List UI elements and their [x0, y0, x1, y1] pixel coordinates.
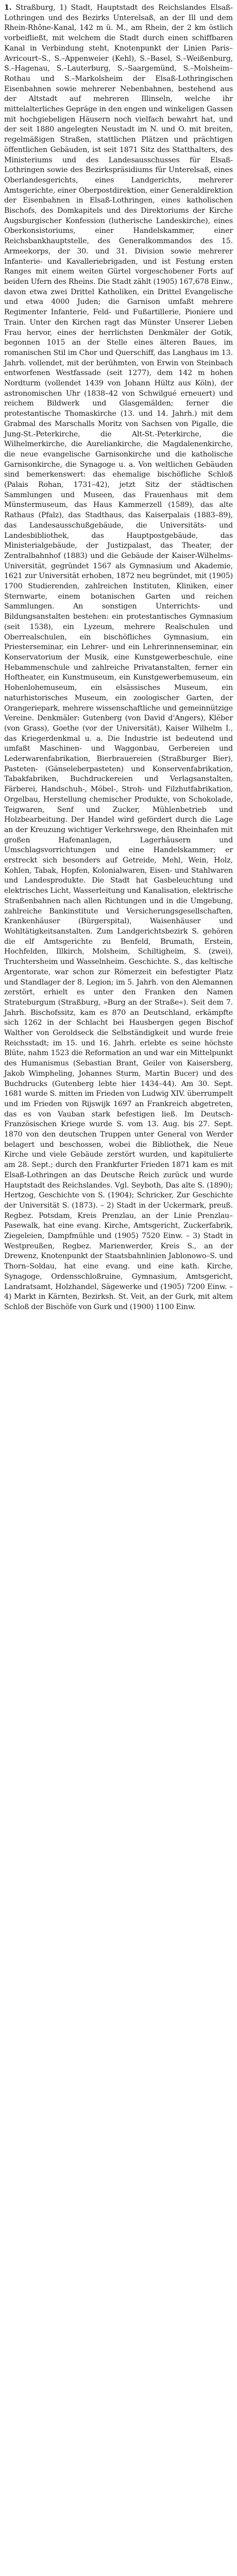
entry-number: 1.: [4, 4, 12, 12]
encyclopedia-entry-straßburg: [4, 3, 233, 1313]
entry-text: Straßburg, 1) Stadt, Hauptstadt des Reichslandes Elsaß-Lothringen und des Bezirks Unterelsaß, an der Ill und dem Rhein-Rhône-Kanal, 142 m ü. M., am Rhein, der 2 km östlich vorbeifließt, mit welchem die Stadt durch einen schiffbaren Kanal in Verbindung steht, Knotenpunkt der Linien Paris–Avricourt–S., S.–Appenweier (Kehl), S.–Basel, S.–Weißenburg, S.–Hagenau, S.–Lauterburg, S.–Saargemünd, S.–Molsheim–Rothau und S.–Markolsheim der Elsaß-Lothringischen Eisenbahnen sowie mehrerer Nebenbahnen, bestehend aus der Altstadt auf mehreren Illinseln, welche ihr mittelalterliches Gepräge in den engen und winkeligen Gassen mit hochgiebeligen Häusern noch vielfach bewahrt hat, und der seit 1880 angelegten Neustadt im N. und O. mit breiten, regelmäßigen Straßen, stattlichen Plätzen und prächtigen öffentlichen Gebäuden, ist seit 1871 Sitz des Statthalters, des Ministeriums und des Landesausschusses für Elsaß-Lothringen sowie des Bezirkspräsidiums für Unterelsaß, eines Oberlandesgerichts, eines Landgerichts, mehrerer Amtsgerichte, einer Oberpostdirektion, einer Generaldirektion der Eisenbahnen in Elsaß-Lothringen, eines katholischen Bischofs, des Domkapitels und des Direktoriums der Kirche Augsburgischer Konfession (lutherische Landeskirche), eines Oberkonsistoriums, einer Handelskammer, einer Reichsbankhauptstelle, des Generalkommandos des 15. Armeekorps, der 30. und 31. Division sowie mehrerer Infanterie- und Kavalleriebrigaden, und ist Festung ersten Ranges mit einem weiten Gürtel vorgeschobener Forts auf beiden Ufern des Rheins. Die Stadt zählt (1905) 167,678 Einw., davon etwa zwei Drittel Katholiken, ein Drittel Evangelische und etwa 4000 Juden; die Garnison umfaßt mehrere Regimenter Infanterie, Feld- und Fußartillerie, Pioniere und Train. Unter den Kirchen ragt das Münster Unserer Lieben Frau hervor, eines der herrlichsten Denkmäler der Gotik, begonnen 1015 an der Stelle eines älteren Baues, im romanischen Stil im Chor und Querschiff, das Langhaus im 13. Jahrh. vollendet, mit der berühmten, von Erwin von Steinbach entworfenen Westfassade (seit 1277), dem 142 m hohen Nordturm (vollendet 1439 von Johann Hültz aus Köln), der astronomischen Uhr (1838–42 von Schwilgué erneuert) und reichem Bildwerk und Glasgemälden; ferner die protestantische Thomaskirche (13. und 14. Jahrh.) mit dem Grabmal des Marschalls Moritz von Sachsen von Pigalle, die Jung-St.-Peterkirche, die Alt-St.-Peterkirche, die Wilhelmerkirche, die Aureliankirche, die Magdalenenkirche, die neue evangelische Garnisonkirche und die katholische Garnisonkirche, die Synagoge u. a. Von weltlichen Gebäuden sind bemerkenswert: das ehemalige bischöfliche Schloß (Palais Rohan, 1731–42), jetzt Sitz der städtischen Sammlungen und Museen, das Frauenhaus mit dem Münstermuseum, das Haus Kammerzell (1589), das alte Rathaus (Pfalz), das Stadthaus, das Kaiserpalais (1883–89), das Landesausschußgebäude, die Universitäts- und Landesbibliothek, das Hauptpostgebäude, das Ministerialgebäude, der Justizpalast, das Theater, der Zentralbahnhof (1883) und die Gebäude der Kaiser-Wilhelms-Universität, gegründet 1567 als Gymnasium und Akademie, 1621 zur Universität erhoben, 1872 neu begründet, mit (1905) 1700 Studierenden, zahlreichen Instituten, Kliniken, einer Sternwarte, einem botanischen Garten und reichen Sammlungen. An sonstigen Unterrichts- und Bildungsanstalten bestehen: ein protestantisches Gymnasium (seit 1538), ein Lyzeum, mehrere Realschulen und Oberrealschulen, ein bischöfliches Gymnasium, ein Priesterseminar, ein Lehrer- und ein Lehrerinnenseminar, ein Konservatorium der Musik, eine Kunstgewerbeschule, eine Hebammenschule und zahlreiche Privatanstalten, ferner ein Hoftheater, ein Kunstmuseum, ein Kunstgewerbemuseum, ein Hohenlohemuseum, ein elsässisches Museum, ein naturhistorisches Museum, ein zoologischer Garten, der Orangeriepark, mehrere wissenschaftliche und gemeinnützige Vereine. Denkmäler: Gutenberg (von David d'Angers), Kléber (von Grass), Goethe (vor der Universität), Kaiser Wilhelm I., das Kriegerdenkmal u. a. Die Industrie ist bedeutend und umfaßt Maschinen- und Waggonbau, Gerbereien und Lederwarenfabrikation, Bierbrauereien (Straßburger Bier), Pasteten- (Gänseleberpasteten) und Konservenfabrikation, Tabakfabriken, Buchdruckereien und Verlagsanstalten, Färberei, Handschuh-, Möbel-, Stroh- und Filzhutfabrikation, Orgelbau, Herstellung chemischer Produkte, von Schokolade, Teigwaren, Senf und Zucker, Mühlenbetrieb und Holzbearbeitung. Der Handel wird gefördert durch die Lage an der Kreuzung wichtiger Verkehrswege, den Rheinhafen mit großen Hafenanlagen, Lagerhäusern und Umschlagsvorrichtungen und eine Handelskammer; er erstreckt sich besonders auf Getreide, Mehl, Wein, Holz, Kohlen, Tabak, Hopfen, Kolonialwaren, Eisen- und Stahlwaren und Landesprodukte. Die Stadt hat Gasbeleuchtung und elektrisches Licht, Wasserleitung und Kanalisation, elektrische Straßenbahnen nach allen Richtungen und in die Umgebung, zahlreiche Bankinstitute und Versicherungsgesellschaften, Krankenhäuser (Bürgerspital), Waisenhäuser und Wohltätigkeitsanstalten. Zum Landgerichtsbezirk S. gehören die elf Amtsgerichte zu Benfeld, Brumath, Erstein, Hochfelden, Illkirch, Molsheim, Schiltigheim, S. (zwei), Truchtersheim und Wasselnheim. Geschichte. S., das keltische Argentorate, war schon zur Römerzeit ein befestigter Platz und Standlager der 8. Legion; im 5. Jahrh. von den Alemannen zerstört, erhielt es unter den Franken den Namen Strateburgum (Straßburg, »Burg an der Straße«). Seit dem 7. Jahrh. Bischofssitz, kam es 870 an Deutschland, erkämpfte sich 1262 in der Schlacht bei Hausbergen gegen Bischof Walther von Geroldseck die Selbständigkeit und wurde freie Reichsstadt; im 15. und 16. Jahrh. erlebte es seine höchste Blüte, nahm 1523 die Reformation an und war ein Mittelpunkt des Humanismus (Sebastian Brant, Geiler von Kaisersberg, Jakob Wimpheling, Johannes Sturm, Martin Bucer) und des Buchdrucks (Gutenberg lebte hier 1434–44). Am 30. Sept. 1681 wurde S. mitten im Frieden von Ludwig XIV. überrumpelt und im Frieden von Rijswijk 1697 an Frankreich abgetreten, das es von Vauban stark befestigen ließ. Im Deutsch-Französischen Kriege wurde S. vom 13. Aug. bis 27. Sept. 1870 von den deutschen Truppen unter General von Werder belagert und beschossen, wobei die Bibliothek, die Neue Kirche und viele Gebäude zerstört wurden, und kapitulierte am 28. Sept.; durch den Frankfurter Frieden 1871 kam es mit Elsaß-Lothringen an das Deutsche Reich zurück und wurde Hauptstadt des Reichslandes. Vgl. Seyboth, Das alte S. (1890); Hertzog, Geschichte von S. (1904); Schricker, Zur Geschichte der Universität S. (1873). – 2) Stadt in der Uckermark, preuß. Regbez. Potsdam, Kreis Prenzlau, an der Linie Prenzlau–Pasewalk, hat eine evang. Kirche, Amtsgericht, Zuckerfabrik, Ziegeleien, Dampfmühle und (1905) 7520 Einw. – 3) Stadt in Westpreußen, Regbez. Marienwerder, Kreis S., an der Drewenz, Knotenpunkt der Staatsbahnlinien Jablonowo–S. und Thorn–Soldau, hat eine evang. und eine kath. Kirche, Synagoge, Ordensschloßruine, Gymnasium, Amtsgericht, Landratsamt, Holzhandel, Sägewerke und (1905) 7200 Einw. – 4) Markt in Kärnten, Bezirksh. St. Veit, an der Gurk, mit altem Schloß der Bischöfe von Gurk und (1900) 1100 Einw.: [4, 4, 233, 1311]
